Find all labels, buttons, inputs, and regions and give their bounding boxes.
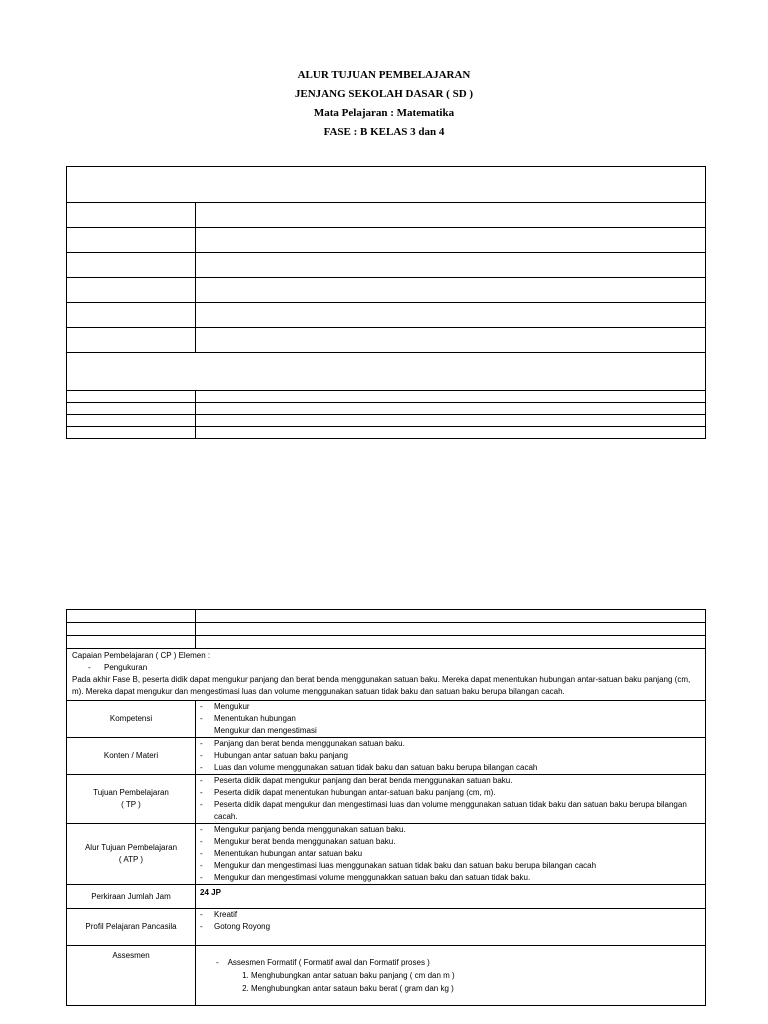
list-item: - Panjang dan berat benda menggunakan satuan baku. xyxy=(198,738,701,750)
title-line-3: Mata Pelajaran : Matematika xyxy=(313,107,455,119)
table-section-cell xyxy=(67,353,706,391)
table-cell xyxy=(67,610,196,623)
document-title-block xyxy=(0,66,768,142)
assesmen-intro: - Assesmen Formatif ( Formatif awal dan Formatif proses ) xyxy=(216,958,430,967)
jumlah-jam-value: 24 JP xyxy=(196,885,706,909)
tp-label-line-2: ( TP ) xyxy=(121,800,141,809)
title-line-4: FASE : B KELAS 3 dan 4 xyxy=(323,126,445,138)
list-item: - Peserta didik dapat mengukur panjang dan berat benda menggunakan satuan baku. xyxy=(198,775,701,787)
table-cell xyxy=(196,328,706,353)
assesmen-content xyxy=(196,946,706,1006)
list-item: 1. Menghubungkan antar satuan baku panjang ( cm dan m ) xyxy=(251,969,701,982)
table-cell xyxy=(196,403,706,415)
cp-element: - Pengukuran xyxy=(88,663,148,672)
list-item: - Peserta didik dapat menentukan hubungan antar-satuan baku panjang (cm, m). xyxy=(198,787,701,799)
table-cell xyxy=(196,427,706,439)
table-cell xyxy=(196,203,706,228)
table-cell xyxy=(67,415,196,427)
table-cell xyxy=(67,636,196,649)
table-cell xyxy=(67,427,196,439)
list-item: - Mengukur dan mengestimasi luas menggunakan satuan tidak baku dan satuan baku berupa bilangan cacah xyxy=(198,860,701,872)
konten-materi-label: Konten / Materi xyxy=(67,738,196,775)
jumlah-jam-label: Perkiraan Jumlah Jam xyxy=(67,885,196,909)
kompetensi-label: Kompetensi xyxy=(67,701,196,738)
list-item: - Mengukur panjang benda menggunakan satuan baku. xyxy=(198,824,701,836)
list-item: - Peserta didik dapat mengukur dan mengestimasi luas dan volume menggunakan satuan tidak baku dan satuan baku berupa bilangan cacah. xyxy=(198,799,701,823)
atp-label-line-2: ( ATP ) xyxy=(118,855,144,864)
kompetensi-content xyxy=(196,701,706,738)
table-cell xyxy=(67,278,196,303)
list-item: - Mengukur dan mengestimasi volume menggunakkan satuan baku dan satuan tidak baku. xyxy=(198,872,701,884)
table-cell xyxy=(67,328,196,353)
tp-label-line-1: Tujuan Pembelajaran xyxy=(93,788,169,797)
table-cell xyxy=(67,403,196,415)
list-item: - Menentukan hubungan antar satuan baku xyxy=(198,848,701,860)
capaian-pembelajaran-cell xyxy=(67,649,706,701)
list-item: - Kreatif xyxy=(198,909,701,921)
table-cell xyxy=(196,253,706,278)
list-item: - Hubungan antar satuan baku panjang xyxy=(198,750,701,762)
title-line-1: ALUR TUJUAN PEMBELAJARAN xyxy=(297,69,471,81)
assesmen-intro-text: Assesmen Formatif ( Formatif awal dan Formatif proses ) xyxy=(227,958,430,967)
list-item: - Luas dan volume menggunakan satuan tidak baku dan satuan baku berupa bilangan cacah xyxy=(198,762,701,774)
list-item: 2. Menghubungkan antar sataun baku berat ( gram dan kg ) xyxy=(251,982,701,995)
konten-materi-content xyxy=(196,738,706,775)
table-cell xyxy=(196,228,706,253)
table-cell xyxy=(67,228,196,253)
list-item: - Menentukan hubungan xyxy=(198,713,701,725)
atp-label xyxy=(67,824,196,885)
atp-content xyxy=(196,824,706,885)
table-cell xyxy=(67,253,196,278)
tujuan-pembelajaran-content xyxy=(196,775,706,824)
profil-pancasila-content xyxy=(196,909,706,946)
cp-element-label: Pengukuran xyxy=(104,663,148,672)
table-cell xyxy=(196,610,706,623)
table-cell xyxy=(196,391,706,403)
table-cell xyxy=(67,623,196,636)
cp-text: Pada akhir Fase B, peserta didik dapat mengukur panjang dan berat benda menggunakan satuan baku. Mereka dapat menentukan hubungan antar-satuan baku panjang (cm, m). Mereka dapat mengukur dan mengestimasi luas dan volume menggunakan satuan tidak baku dan satuan baku berupa bilangan cacah. xyxy=(72,675,691,696)
table-cell xyxy=(196,303,706,328)
table-cell xyxy=(67,303,196,328)
table-cell xyxy=(67,391,196,403)
table-cell xyxy=(196,415,706,427)
identity-table-empty xyxy=(66,166,706,439)
assesmen-label: Assesmen xyxy=(67,946,196,1006)
tujuan-pembelajaran-label xyxy=(67,775,196,824)
table-cell xyxy=(196,278,706,303)
learning-objectives-table xyxy=(66,609,706,1006)
list-item: - Gotong Royong xyxy=(198,921,701,933)
table-cell xyxy=(196,623,706,636)
table-cell xyxy=(67,203,196,228)
atp-label-line-1: Alur Tujuan Pembelajaran xyxy=(84,843,178,852)
cp-title: Capaian Pembelajaran ( CP ) Elemen : xyxy=(72,651,211,660)
list-item: Mengukur dan mengestimasi xyxy=(214,726,317,735)
table-cell xyxy=(196,636,706,649)
profil-pancasila-label: Profil Pelajaran Pancasila xyxy=(67,909,196,946)
table-header-cell xyxy=(67,167,706,203)
list-item: - Mengukur berat benda menggunakan satuan baku. xyxy=(198,836,701,848)
list-item: - Mengukur xyxy=(198,701,701,713)
title-line-2: JENJANG SEKOLAH DASAR ( SD ) xyxy=(294,88,474,100)
